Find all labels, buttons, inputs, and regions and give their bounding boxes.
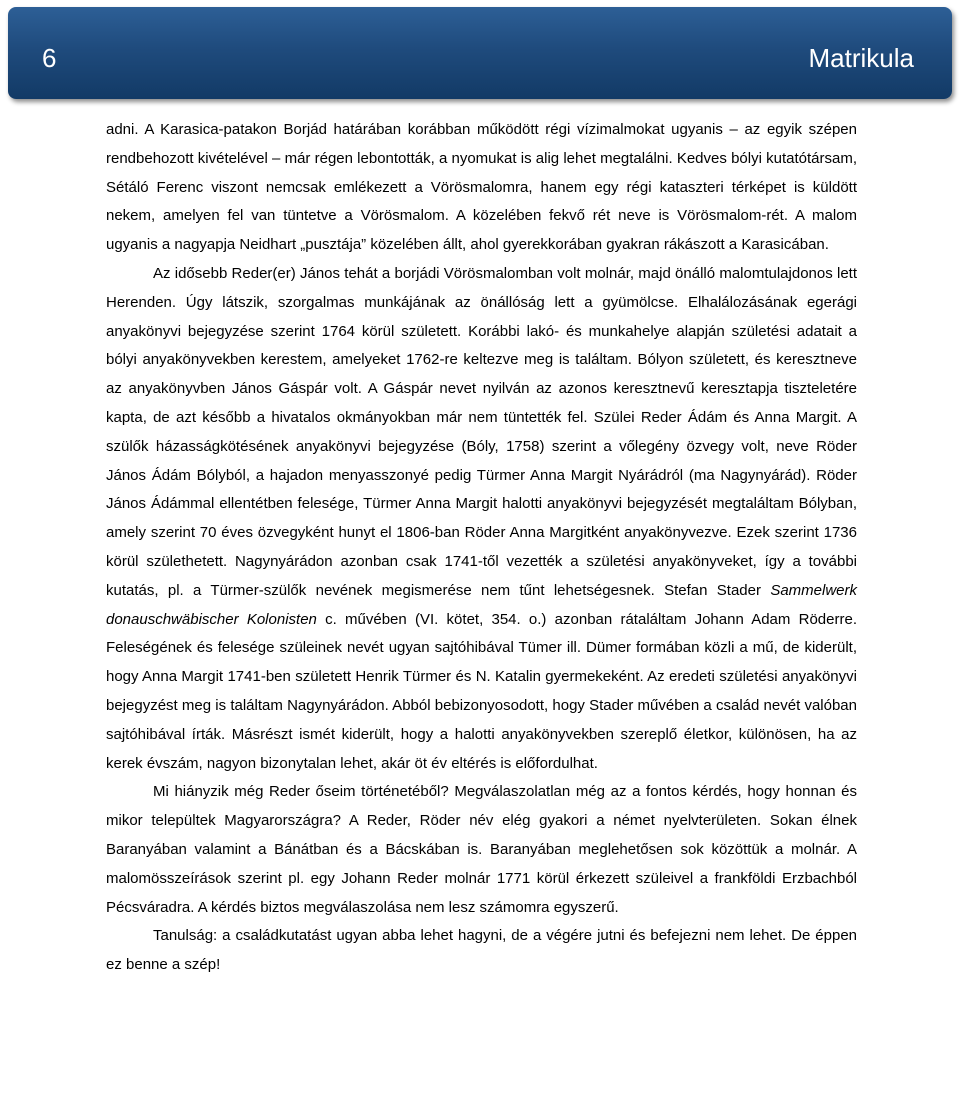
page-title: Matrikula: [808, 43, 914, 73]
paragraph-1: adni. A Karasica-patakon Borjád határában korábban működött régi vízimalmokat ugyanis – az egyik szépen rendbehozott kivételével – már régen lebontották, a nyomukat is alig lehet megtalálni. Kedves bólyi kutatótársam, Sétáló Ferenc viszont nemcsak emlékezett a Vörösmalomra, hanem egy régi kataszteri térképet is küldött nekem, amelyen fel van tüntetve a Vörösmalom. A közelében fekvő rét neve is Vörösmalom-rét. A malom ugyanis a nagyapja Neidhart „pusztája” közelében állt, ahol gyerekkorában gyakran rákászott a Karasicában.: [106, 121, 857, 254]
page-number: 6: [42, 43, 57, 73]
book-title: Sammelwerk donauschwäbischer Kolonisten: [106, 581, 857, 628]
paragraph-2: [106, 260, 857, 778]
article-body: [106, 116, 857, 980]
header-bar: [8, 7, 952, 99]
paragraph-4: Tanulság: a családkutatást ugyan abba lehet hagyni, de a végére jutni és befejezni nem lehet. De éppen ez benne a szép!: [106, 927, 857, 974]
paragraph-2-text-a: Az idősebb Reder(er) János tehát a borjádi Vörösmalomban volt molnár, majd önálló malomtulajdonos lett Herenden. Úgy látszik, szorgalmas munkájának az önállóság lett a gyümölcse. Elhalálozásának egerági anyakönyvi bejegyzése szerint 1764 körül született. Korábbi lakó- és munkahelye alapján születési adatait a bólyi anyakönyvekben kerestem, amelyeket 1762-re keltezve meg is találtam. Bólyon született, és keresztneve az anyakönyvben János Gáspár volt. A Gáspár nevet nyilván az azonos keresztnevű keresztapja tiszteletére kapta, de azt később a hivatalos okmányokban már nem tüntették fel. Szülei Reder Ádám és Anna Margit. A szülők házasságkötésének anyakönyvi bejegyzése (Bóly, 1758) szerint a vőlegény özvegy volt, neve Röder János Ádám Bólyból, a hajadon menyasszonyé pedig Türmer Anna Margit Nyárádról (ma Nagynyárád). Röder János Ádámmal ellentétben felesége, Türmer Anna Margit halotti anyakönyvi bejegyzését megtaláltam Bólyban, amely szerint 70 éves özvegyként hunyt el 1806-ban Röder Anna Margitként anyakönyvezve. Ezek szerint 1736 körül születhetett. Nagynyárádon azonban csak 1741-től vezették a születési anyakönyveket, így a további kutatás, pl. a Türmer-szülők nevének megismerése nem tűnt lehetségesnek. Stefan Stader: [106, 264, 857, 599]
paragraph-2-text-b: c. művében (VI. kötet, 354. o.) azonban rátaláltam Johann Adam Röderre. Feleségének és felesége szüleinek nevét ugyan sajtóhibával Tümer ill. Dümer formában közli a mű, de kiderült, hogy Anna Margit 1741-ben született Henrik Türmer és N. Katalin gyermekeként. Az eredeti születési anyakönyvi bejegyzést meg is találtam Nagynyárádon. Abból bebizonyosodott, hogy Stader művében a család nevét valóban sajtóhibával írták. Másrészt ismét kiderült, hogy a halotti anyakönyvekben szereplő életkor, különösen, ha az kerek évszám, nagyon bizonytalan lehet, akár öt év eltérés is előfordulhat.: [106, 610, 857, 772]
paragraph-3: Mi hiányzik még Reder őseim történetéből? Megválaszolatlan még az a fontos kérdés, hogy honnan és mikor települtek Magyarországra? A Reder, Röder név elég gyakori a német nyelvterületen. Sokan élnek Baranyában valamint a Bánátban és a Bácskában is. Baranyában meglehetősen sok közöttük a molnár. A malomösszeírások szerint pl. egy Johann Reder molnár 1771 körül érkezett szüleivel a frankföldi Erzbachból Pécsváradra. A kérdés biztos megválaszolása nem lesz számomra egyszerű.: [106, 783, 857, 916]
